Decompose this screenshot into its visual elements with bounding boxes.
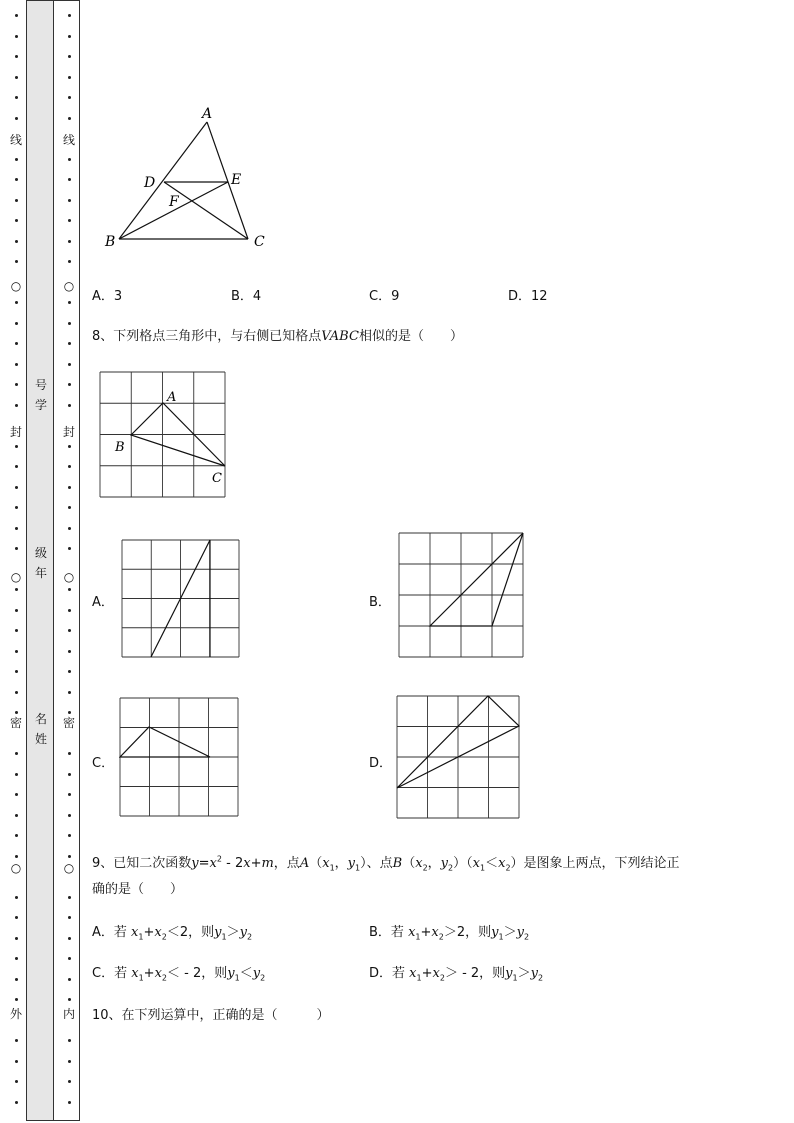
margin-dot xyxy=(15,711,18,714)
side-ab xyxy=(119,122,207,239)
q10-question: 10、在下列运算中，正确的是（ ） xyxy=(92,1008,330,1023)
margin-dot xyxy=(68,1080,71,1083)
q8-option-c-label: C． xyxy=(92,756,115,771)
var-x: x xyxy=(154,966,162,981)
margin-dot xyxy=(68,178,71,181)
point-a: A xyxy=(299,856,310,871)
inner-mark-xian: 线 xyxy=(62,133,75,147)
margin-dot xyxy=(68,55,71,58)
margin-dot xyxy=(68,158,71,161)
comma: ， xyxy=(334,856,348,871)
q9-text: ，点 xyxy=(273,856,300,871)
option-b-triangle xyxy=(430,533,523,626)
margin-dot xyxy=(68,711,71,714)
margin-dot xyxy=(68,896,71,899)
margin-dot xyxy=(15,445,18,448)
q9-text: ）、点 xyxy=(360,856,393,871)
side-ac xyxy=(207,122,248,239)
var-y: y xyxy=(440,856,449,871)
outer-mark-mi: 密 xyxy=(9,716,22,730)
margin-dot xyxy=(15,957,18,960)
margin-dot xyxy=(68,834,71,837)
margin-dot xyxy=(15,691,18,694)
var-y: y xyxy=(191,856,199,871)
inner-mark-feng: 封 xyxy=(62,425,75,439)
margin-dot xyxy=(68,998,71,1001)
subscript: 2 xyxy=(505,863,511,873)
subscript: 2 xyxy=(448,863,454,873)
margin-dot xyxy=(15,588,18,591)
compare: ＞ xyxy=(503,925,517,940)
margin-dot xyxy=(68,199,71,202)
margin-dot xyxy=(68,1101,71,1104)
label-ji: 级 xyxy=(34,546,47,560)
margin-dot xyxy=(15,752,18,755)
q7-option-c: C．9 xyxy=(369,289,400,304)
subscript: 1 xyxy=(221,932,227,942)
margin-dot xyxy=(15,506,18,509)
margin-dot xyxy=(68,650,71,653)
margin-dot xyxy=(68,527,71,530)
q9-option-c xyxy=(92,962,265,983)
q7-option-a: A．3 xyxy=(92,289,123,304)
var-x: x xyxy=(408,925,416,940)
var-x: x xyxy=(498,856,506,871)
label-f: F xyxy=(169,194,179,210)
q8-option-b-grid xyxy=(398,532,526,660)
comma: ， xyxy=(427,856,441,871)
label-e: E xyxy=(231,172,242,188)
margin-dot xyxy=(68,363,71,366)
subscript: 2 xyxy=(422,863,428,873)
q9-text: ）是图象上两点，下列结论正 xyxy=(510,856,680,871)
margin-dot xyxy=(15,465,18,468)
margin-dot xyxy=(68,814,71,817)
segment-dc xyxy=(164,182,248,239)
compare: ＞ xyxy=(517,966,531,981)
var-x: x xyxy=(131,966,139,981)
margin-dot xyxy=(15,1080,18,1083)
margin-dot xyxy=(15,260,18,263)
var-x: x xyxy=(432,966,440,981)
var-x: x xyxy=(415,856,423,871)
subscript: 1 xyxy=(138,973,144,983)
binding-strip-inner xyxy=(54,0,80,1121)
ref-label-c: C xyxy=(212,471,222,486)
paren: （ xyxy=(309,856,323,871)
margin-dot xyxy=(15,1101,18,1104)
q9-text: ）（ xyxy=(453,856,473,871)
opt-prefix: B．若 xyxy=(369,925,404,940)
q7-triangle-figure xyxy=(100,100,280,260)
ref-label-a: A xyxy=(167,390,177,405)
label-a: A xyxy=(202,106,213,122)
inner-mark-nei: 内 xyxy=(62,1007,75,1021)
label-ming: 名 xyxy=(34,712,47,726)
subscript: 1 xyxy=(416,973,422,983)
margin-dot xyxy=(15,301,18,304)
subscript: 1 xyxy=(512,973,518,983)
q8-triangle-name: ABC xyxy=(329,329,359,344)
q8-question xyxy=(92,325,463,344)
q9-option-d xyxy=(369,962,543,983)
var-y: y xyxy=(252,966,261,981)
plus: + xyxy=(143,966,155,981)
subscript: 2 xyxy=(523,932,530,942)
ref-label-b: B xyxy=(115,440,125,455)
var-y: y xyxy=(516,925,524,940)
margin-dot xyxy=(15,650,18,653)
margin-dot xyxy=(68,1039,71,1042)
label-b: B xyxy=(105,234,116,250)
margin-dot xyxy=(15,896,18,899)
q8-option-c-grid xyxy=(119,697,241,819)
margin-dot xyxy=(15,219,18,222)
var-x: x xyxy=(243,856,251,871)
margin-dot xyxy=(68,342,71,345)
margin-dot xyxy=(68,240,71,243)
subscript: 2 xyxy=(538,973,544,983)
margin-dot xyxy=(15,609,18,612)
inner-mark-circle: ○ xyxy=(63,279,75,293)
margin-dot xyxy=(15,322,18,325)
q9-question-line1 xyxy=(92,852,680,873)
subscript: 1 xyxy=(355,863,361,873)
opt-prefix: A．若 xyxy=(92,925,127,940)
margin-dot xyxy=(68,465,71,468)
margin-dot xyxy=(15,199,18,202)
q8-reference-grid xyxy=(99,371,227,499)
margin-dot xyxy=(15,527,18,530)
q8-option-b-label: B． xyxy=(369,595,391,610)
outer-mark-wai: 外 xyxy=(9,1007,22,1021)
margin-dot xyxy=(15,383,18,386)
margin-dot xyxy=(15,158,18,161)
margin-dot xyxy=(68,629,71,632)
margin-dot xyxy=(68,916,71,919)
margin-dot xyxy=(68,322,71,325)
relation: ＜ - 2，则 xyxy=(167,966,228,981)
var-x: x xyxy=(131,925,139,940)
var-y: y xyxy=(347,856,356,871)
margin-dot xyxy=(15,773,18,776)
plus: + xyxy=(250,856,262,871)
label-xing: 姓 xyxy=(34,732,47,746)
margin-dot xyxy=(68,219,71,222)
subscript: 1 xyxy=(479,863,486,873)
margin-dot xyxy=(68,937,71,940)
subscript: 1 xyxy=(329,863,335,873)
margin-dot xyxy=(15,35,18,38)
label-nian: 年 xyxy=(34,566,47,580)
q9-option-b xyxy=(369,921,529,942)
margin-dot xyxy=(68,35,71,38)
relation: ＞2，则 xyxy=(443,925,492,940)
var-x: x xyxy=(209,856,217,871)
outer-mark-feng: 封 xyxy=(9,425,22,439)
var-y: y xyxy=(214,925,222,940)
relation: ＜2，则 xyxy=(166,925,215,940)
inner-mark-circle: ○ xyxy=(63,861,75,875)
var-x: x xyxy=(154,925,162,940)
less-than: ＜ xyxy=(485,856,499,871)
margin-dot xyxy=(15,793,18,796)
q8-option-a-grid xyxy=(121,539,243,661)
margin-dot xyxy=(15,547,18,550)
var-y: y xyxy=(505,966,513,981)
margin-dot xyxy=(68,404,71,407)
q7-option-d: D．12 xyxy=(508,289,548,304)
var-y: y xyxy=(227,966,235,981)
subscript: 1 xyxy=(415,932,421,942)
margin-dot xyxy=(68,117,71,120)
margin-dot xyxy=(68,486,71,489)
margin-dot xyxy=(68,957,71,960)
q9-option-a xyxy=(92,921,252,942)
label-xue: 学 xyxy=(34,398,47,412)
outer-mark-circle: ○ xyxy=(10,861,22,875)
inner-mark-mi: 密 xyxy=(62,716,75,730)
subscript: 1 xyxy=(138,932,144,942)
equals: = xyxy=(198,856,210,871)
margin-dot xyxy=(68,855,71,858)
margin-dot xyxy=(15,916,18,919)
margin-dot xyxy=(15,240,18,243)
var-y: y xyxy=(239,925,247,940)
label-c: C xyxy=(254,234,265,250)
label-d: D xyxy=(144,175,156,191)
margin-dot xyxy=(68,978,71,981)
var-y: y xyxy=(530,966,538,981)
margin-dot xyxy=(15,342,18,345)
subscript: 2 xyxy=(260,973,266,983)
margin-dot xyxy=(68,670,71,673)
margin-dot xyxy=(68,260,71,263)
q8-option-a-label: A． xyxy=(92,595,114,610)
label-hao: 号 xyxy=(34,378,47,392)
q9-text: 9、已知二次函数 xyxy=(92,856,192,871)
margin-dot xyxy=(68,96,71,99)
var-x: x xyxy=(431,925,439,940)
margin-dot xyxy=(68,14,71,17)
var-m: m xyxy=(261,856,274,871)
margin-dot xyxy=(15,1060,18,1063)
margin-dot xyxy=(15,670,18,673)
subscript: 2 xyxy=(161,973,167,983)
q8-option-d-label: D． xyxy=(369,756,393,771)
compare: ＜ xyxy=(239,966,253,981)
margin-dot xyxy=(68,76,71,79)
margin-dot xyxy=(15,14,18,17)
margin-dot xyxy=(15,363,18,366)
margin-dot xyxy=(15,978,18,981)
subscript: 2 xyxy=(161,932,167,942)
var-x: x xyxy=(472,856,480,871)
subscript: 2 xyxy=(438,932,444,942)
margin-dot xyxy=(68,793,71,796)
margin-dot xyxy=(68,773,71,776)
subscript: 1 xyxy=(234,973,240,983)
margin-dot xyxy=(68,752,71,755)
compare: ＞ xyxy=(226,925,240,940)
margin-dot xyxy=(68,588,71,591)
margin-dot xyxy=(15,855,18,858)
margin-dot xyxy=(15,629,18,632)
outer-mark-circle: ○ xyxy=(10,570,22,584)
margin-dot xyxy=(15,117,18,120)
var-x: x xyxy=(409,966,417,981)
margin-dot xyxy=(68,506,71,509)
margin-dot xyxy=(15,937,18,940)
opt-prefix: C．若 xyxy=(92,966,128,981)
margin-dot xyxy=(15,486,18,489)
plus: + xyxy=(421,966,433,981)
margin-dot xyxy=(15,96,18,99)
var-x: x xyxy=(322,856,330,871)
subscript: 2 xyxy=(246,932,253,942)
plus: + xyxy=(420,925,432,940)
margin-dot xyxy=(68,691,71,694)
q8-text-after: 相似的是（ ） xyxy=(358,329,463,344)
margin-dot xyxy=(15,76,18,79)
q8-text-before: 8、下列格点三角形中，与右侧已知格点 xyxy=(92,329,322,344)
margin-dot xyxy=(15,814,18,817)
point-b: B xyxy=(392,856,403,871)
margin-dot xyxy=(15,178,18,181)
segment-eb xyxy=(119,182,228,239)
paren: （ xyxy=(402,856,416,871)
plus: + xyxy=(143,925,155,940)
outer-mark-circle: ○ xyxy=(10,279,22,293)
q7-option-b: B．4 xyxy=(231,289,262,304)
margin-dot xyxy=(68,547,71,550)
inner-mark-circle: ○ xyxy=(63,570,75,584)
margin-dot xyxy=(68,609,71,612)
margin-dot xyxy=(15,1039,18,1042)
var-y: y xyxy=(491,925,499,940)
margin-dot xyxy=(15,834,18,837)
margin-dot xyxy=(68,383,71,386)
margin-dot xyxy=(15,998,18,1001)
margin-dot xyxy=(68,445,71,448)
q9-question-line2: 确的是（ ） xyxy=(92,882,184,897)
margin-dot xyxy=(68,1060,71,1063)
relation: ＞ - 2，则 xyxy=(444,966,506,981)
opt-prefix: D．若 xyxy=(369,966,406,981)
margin-dot xyxy=(15,55,18,58)
margin-dot xyxy=(15,404,18,407)
q8-option-d-grid xyxy=(396,695,522,821)
option-c-triangle xyxy=(120,727,210,757)
square: 2 xyxy=(216,854,222,864)
q8-triangle-symbol: V xyxy=(321,329,330,344)
minus-two: - 2 xyxy=(221,856,244,871)
subscript: 1 xyxy=(498,932,504,942)
subscript: 2 xyxy=(439,973,445,983)
outer-mark-xian: 线 xyxy=(9,133,22,147)
margin-dot xyxy=(68,301,71,304)
